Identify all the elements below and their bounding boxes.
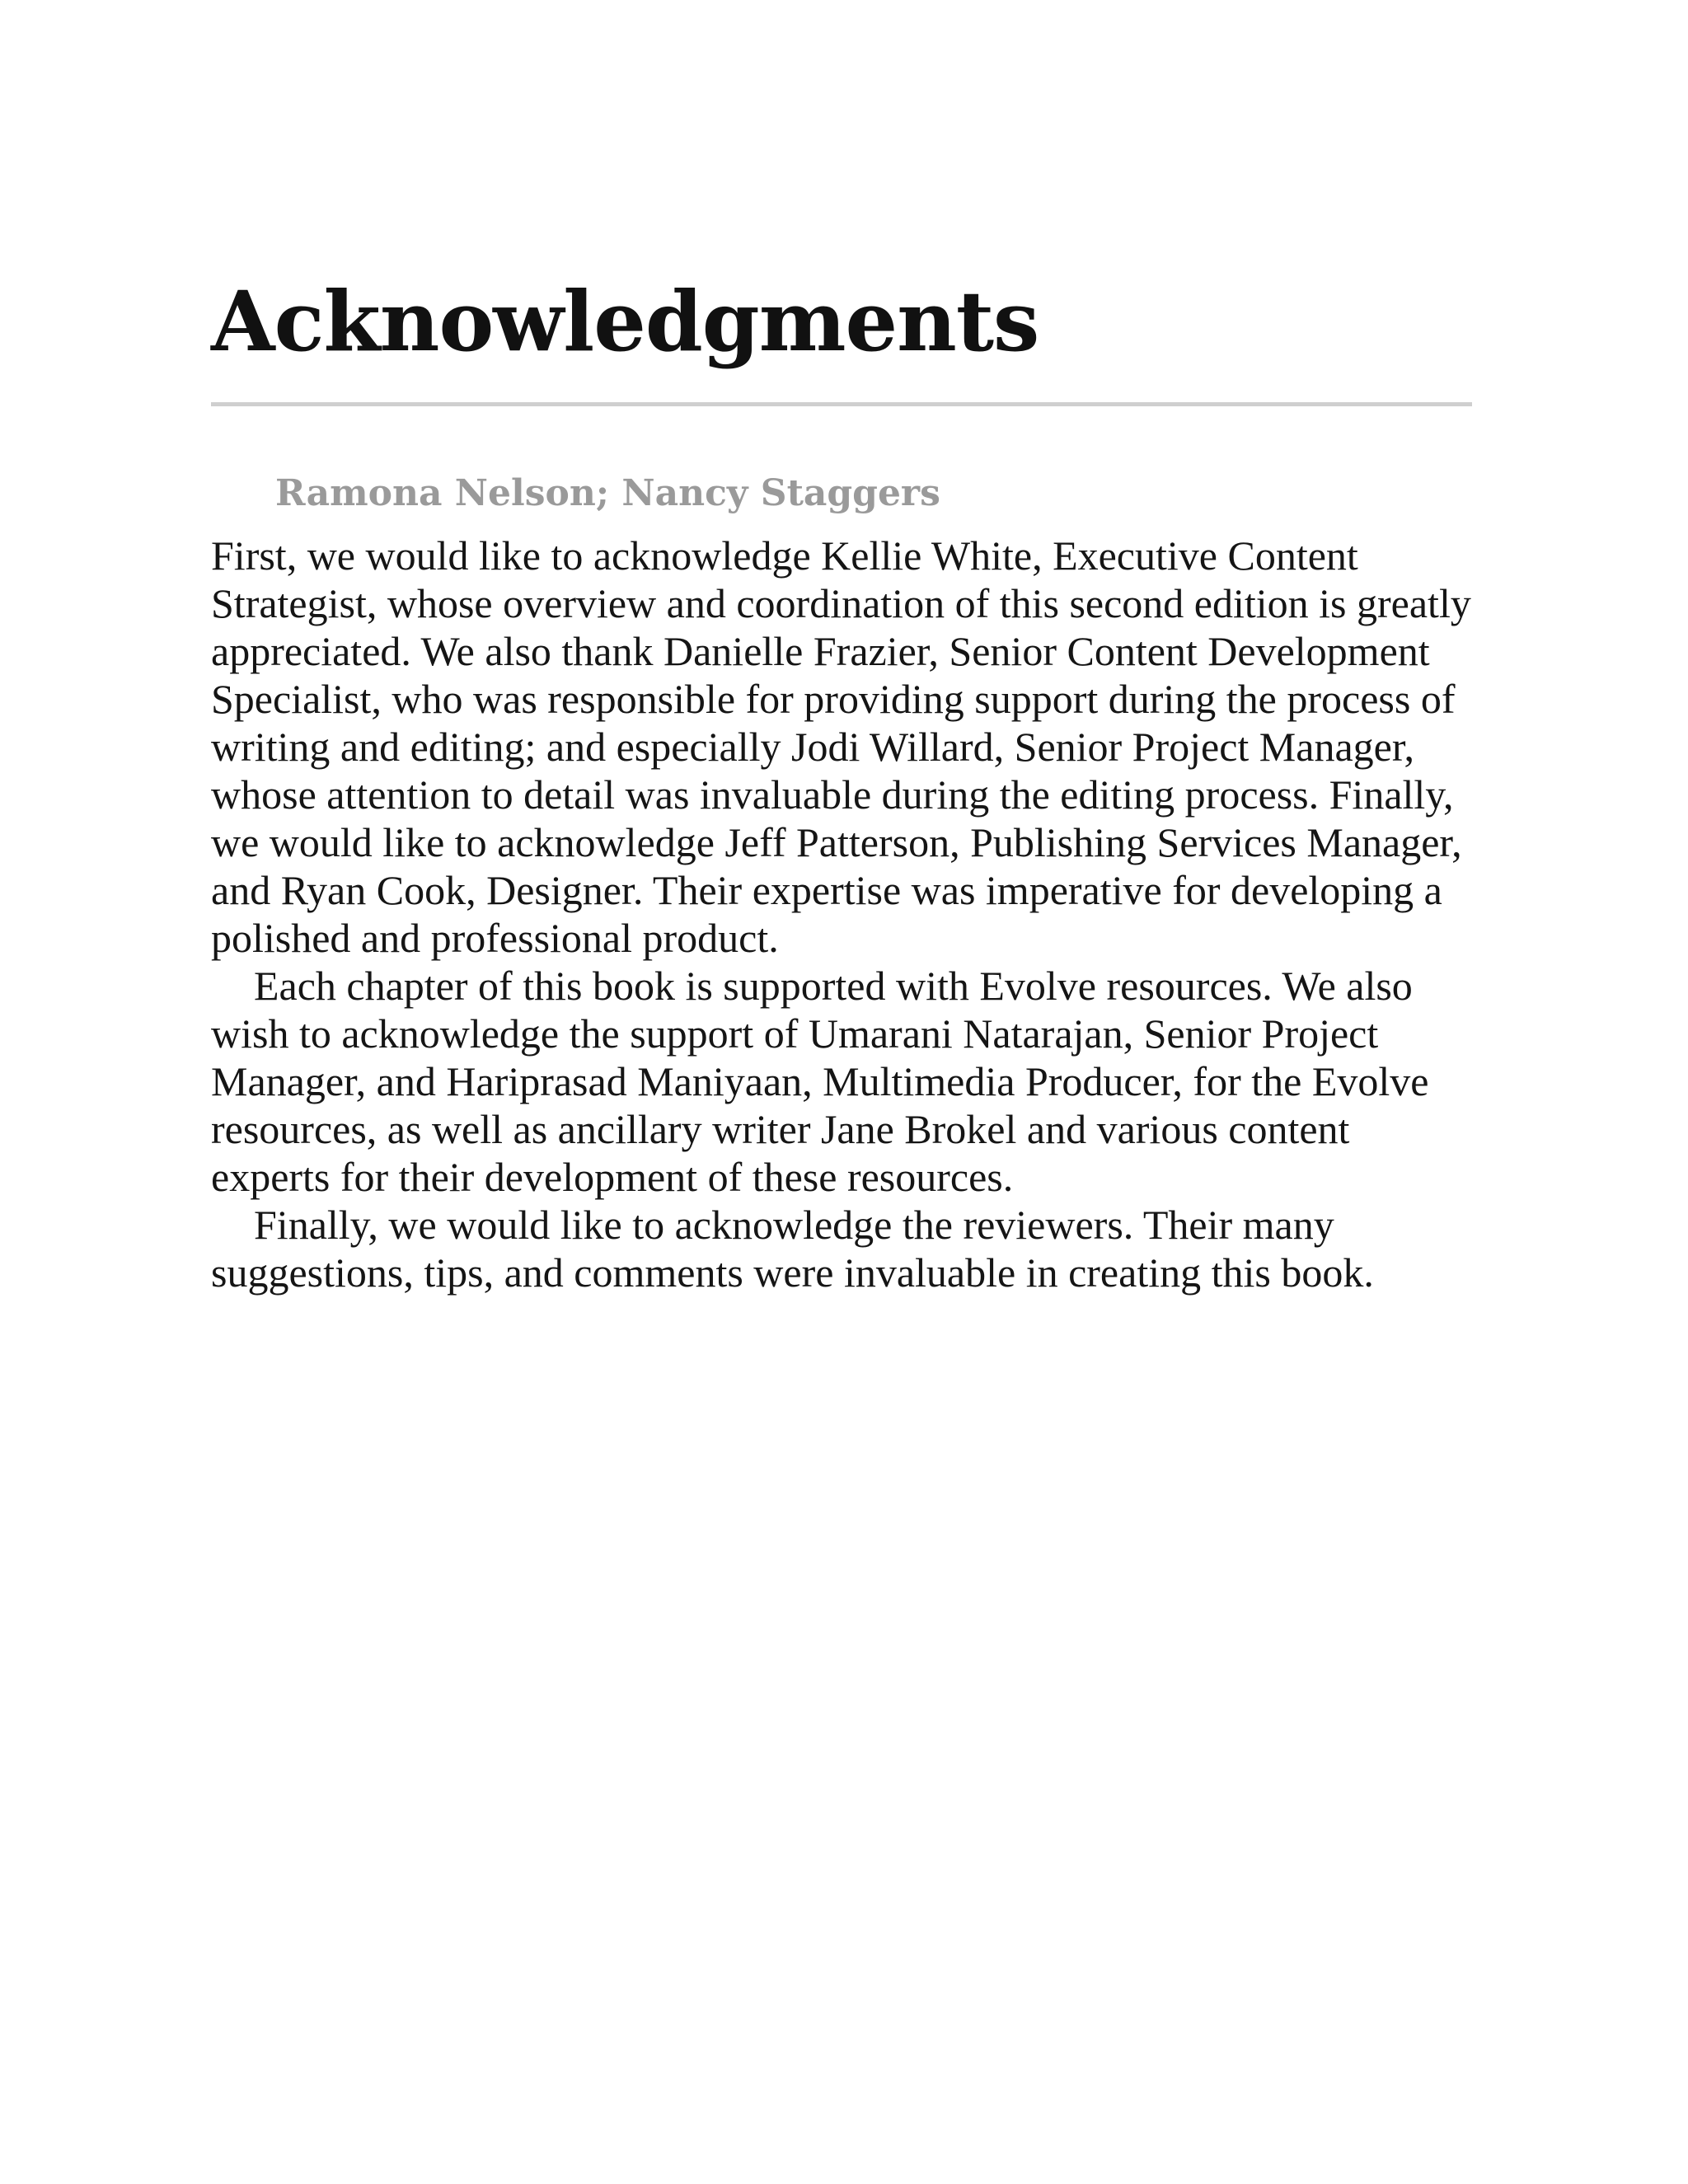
author-byline: Ramona Nelson; Nancy Staggers [275,472,940,514]
paragraph-2: Each chapter of this book is supported with Evolve resources. We also wish to acknowledge the support of Umarani Natarajan, Senior Project Manager, and Hariprasad Maniyaan, Multimedia Producer, for the Evolve resources, as well as ancillary writer Jane Brokel and various content experts for their development of these resources. [211,963,1429,1200]
title-divider [211,402,1472,406]
paragraph-3: Finally, we would like to acknowledge the reviewers. Their many suggestions, tips, and comments were invaluable in creating this book. [211,1202,1374,1296]
paragraph-1: First, we would like to acknowledge Kellie White, Executive Content Strategist, whose overview and coordination of this second edition is greatly appreciated. We also thank Danielle Frazier, Senior Content Development Specialist, who was responsible for providing support during the process of writing and editing; and especially Jodi Willard, Senior Project Manager, whose attention to detail was invaluable during the editing process. Finally, we would like to acknowledge Jeff Patterson, Publishing Services Manager, and Ryan Cook, Designer. Their expertise was imperative for developing a polished and professional product. [211,532,1471,961]
page-content [211,272,1472,1296]
page-title: Acknowledgments [211,273,1039,370]
